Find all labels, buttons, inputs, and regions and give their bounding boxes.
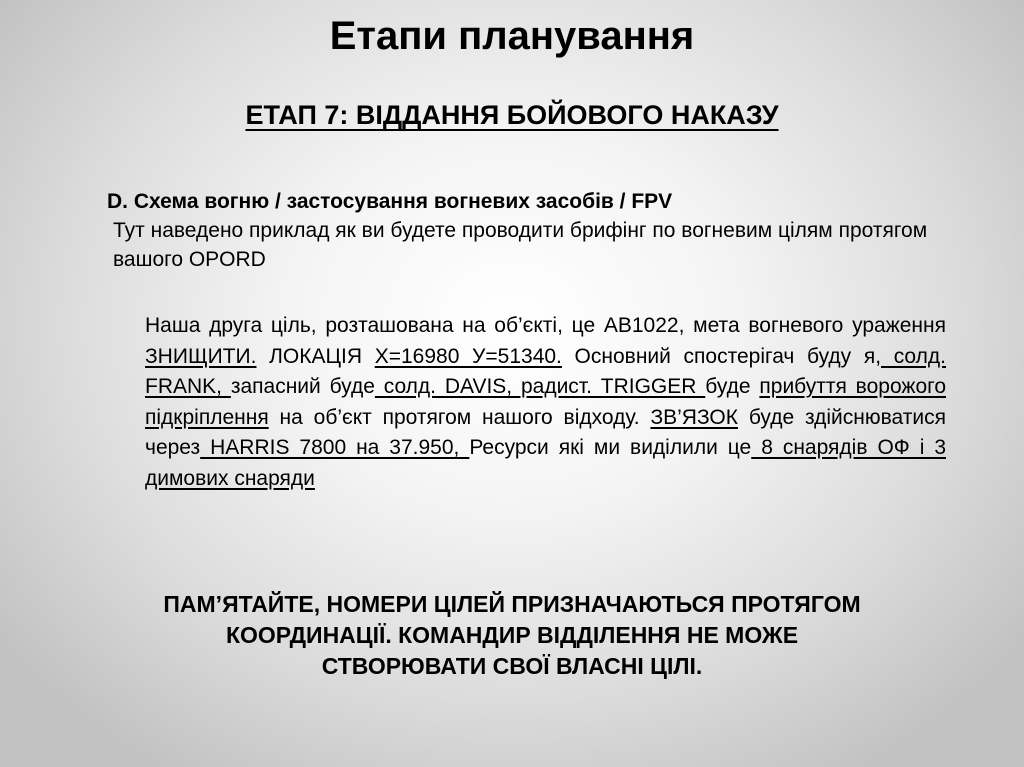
example-text-5: буде [705, 375, 760, 398]
example-text-1: Наша друга ціль, розташована на об’єкті, це AB1022, мета вогневого ураження [145, 314, 946, 337]
briefing-example-paragraph [145, 311, 946, 494]
slide-subtitle [0, 96, 1024, 134]
primary-observer: солд. FRANK, [145, 344, 946, 398]
fire-plan-section [107, 187, 947, 274]
example-text-3: Основний спостерігач буду я, [561, 344, 882, 368]
comms-label: ЗВ’ЯЗОК [650, 405, 738, 429]
reminder-line-3: СТВОРЮВАТИ СВОЇ ВЛАСНІ ЦІЛІ. [321, 653, 703, 679]
reminder-note [60, 589, 964, 682]
radio-frequency: HARRIS 7800 на 37.950, [200, 436, 470, 459]
example-text-2: ЛОКАЦІЯ [256, 344, 375, 368]
reminder-line-2: КООРДИНАЦІЇ. КОМАНДИР ВІДДІЛЕННЯ НЕ МОЖЕ [225, 622, 799, 648]
slide-title: Етапи планування [329, 14, 695, 58]
alternate-observer-and-rto: солд. DAVIS, радист. TRIGGER [374, 375, 706, 398]
example-text-6: на об’єкт протягом нашого відходу. [268, 405, 651, 429]
example-text-7: буде здійснюватися через [145, 405, 946, 459]
reminder-line-1: ПАМ’ЯТАЙТЕ, НОМЕРИ ЦІЛЕЙ ПРИЗНАЧАЮТЬСЯ ПРОТЯГОМ [163, 591, 861, 617]
target-coordinates: X=16980 У=51340. [374, 344, 562, 368]
section-intro: Тут наведено приклад як ви будете проводити брифінг по вогневим цілям протягом вашого OPORD [113, 219, 928, 271]
allocated-rounds: 8 снарядів ОФ і 3 димових снаряди [145, 436, 946, 490]
slide-subtitle-text: ЕТАП 7: ВІДДАННЯ БОЙОВОГО НАКАЗУ [245, 100, 779, 130]
example-text-4: запасний буде [230, 375, 375, 398]
fire-mission-effect: ЗНИЩИТИ. [145, 344, 257, 368]
example-text-8: Ресурси які ми виділили це [469, 436, 752, 459]
section-heading: D. Схема вогню / застосування вогневих засобів / FPV [107, 190, 673, 213]
trigger-condition: прибуття ворожого підкріплення [145, 375, 946, 429]
